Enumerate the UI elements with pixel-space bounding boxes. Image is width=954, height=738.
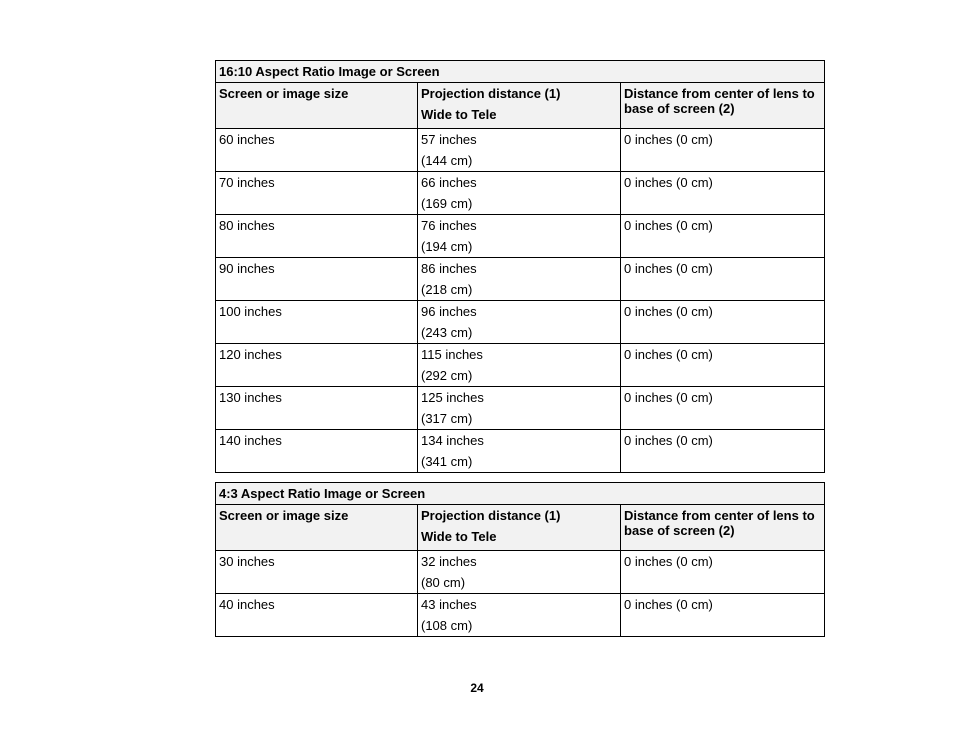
column-header-screen-size: Screen or image size xyxy=(216,505,418,551)
table-row xyxy=(216,215,825,258)
lens-offset-cell: 0 inches (0 cm) xyxy=(621,344,825,387)
projection-cm: (80 cm) xyxy=(421,575,466,590)
screen-size-cell: 40 inches xyxy=(216,594,418,637)
screen-size-cell: 120 inches xyxy=(216,344,418,387)
projection-cm: (194 cm) xyxy=(421,239,473,254)
table-row xyxy=(216,551,825,594)
projection-distance-cell xyxy=(418,430,621,473)
projection-inches: 32 inches xyxy=(421,554,477,569)
column-header-distance: Distance from center of lens to base of screen (2) xyxy=(621,505,825,551)
table-row xyxy=(216,594,825,637)
projection-inches: 57 inches xyxy=(421,132,477,147)
lens-offset-cell: 0 inches (0 cm) xyxy=(621,301,825,344)
table-header-row xyxy=(216,505,825,551)
projection-header-line1: Projection distance (1) xyxy=(421,86,561,101)
table-row xyxy=(216,172,825,215)
table-row xyxy=(216,344,825,387)
projection-cm: (292 cm) xyxy=(421,368,473,383)
lens-offset-cell: 0 inches (0 cm) xyxy=(621,430,825,473)
screen-size-cell: 60 inches xyxy=(216,129,418,172)
projection-distance-cell xyxy=(418,344,621,387)
table-caption: 16:10 Aspect Ratio Image or Screen xyxy=(216,61,825,83)
projection-header-line1: Projection distance (1) xyxy=(421,508,561,523)
screen-size-cell: 80 inches xyxy=(216,215,418,258)
projection-header-line2: Wide to Tele xyxy=(421,529,497,544)
projection-distance-cell xyxy=(418,551,621,594)
projection-distance-cell xyxy=(418,301,621,344)
lens-offset-cell: 0 inches (0 cm) xyxy=(621,172,825,215)
projection-inches: 125 inches xyxy=(421,390,484,405)
projection-inches: 96 inches xyxy=(421,304,477,319)
table-row xyxy=(216,129,825,172)
projection-cm: (144 cm) xyxy=(421,153,473,168)
lens-offset-cell: 0 inches (0 cm) xyxy=(621,387,825,430)
projection-distance-cell xyxy=(418,258,621,301)
projection-cm: (341 cm) xyxy=(421,454,473,469)
column-header-screen-size: Screen or image size xyxy=(216,83,418,129)
lens-offset-cell: 0 inches (0 cm) xyxy=(621,258,825,301)
projection-inches: 43 inches xyxy=(421,597,477,612)
table-caption-row xyxy=(216,483,825,505)
projection-cm: (108 cm) xyxy=(421,618,473,633)
table-header-row xyxy=(216,83,825,129)
projection-distance-cell xyxy=(418,387,621,430)
projection-cm: (243 cm) xyxy=(421,325,473,340)
projection-inches: 76 inches xyxy=(421,218,477,233)
lens-offset-cell: 0 inches (0 cm) xyxy=(621,129,825,172)
projection-inches: 115 inches xyxy=(421,347,483,362)
aspect-16-10-table xyxy=(215,60,825,473)
screen-size-cell: 130 inches xyxy=(216,387,418,430)
screen-size-cell: 70 inches xyxy=(216,172,418,215)
page-number: 24 xyxy=(470,681,484,695)
lens-offset-cell: 0 inches (0 cm) xyxy=(621,551,825,594)
column-header-projection xyxy=(418,505,621,551)
lens-offset-cell: 0 inches (0 cm) xyxy=(621,215,825,258)
table-row xyxy=(216,301,825,344)
projection-inches: 86 inches xyxy=(421,261,477,276)
projection-header-line2: Wide to Tele xyxy=(421,107,497,122)
table-caption: 4:3 Aspect Ratio Image or Screen xyxy=(216,483,825,505)
lens-offset-cell: 0 inches (0 cm) xyxy=(621,594,825,637)
table-row xyxy=(216,430,825,473)
projection-distance-cell xyxy=(418,594,621,637)
projection-distance-cell xyxy=(418,215,621,258)
screen-size-cell: 30 inches xyxy=(216,551,418,594)
projection-distance-cell xyxy=(418,172,621,215)
projection-distance-cell xyxy=(418,129,621,172)
projection-cm: (317 cm) xyxy=(421,411,473,426)
table-row xyxy=(216,258,825,301)
column-header-projection xyxy=(418,83,621,129)
projection-inches: 134 inches xyxy=(421,433,484,448)
screen-size-cell: 90 inches xyxy=(216,258,418,301)
projection-cm: (169 cm) xyxy=(421,196,473,211)
table-row xyxy=(216,387,825,430)
projection-inches: 66 inches xyxy=(421,175,477,190)
screen-size-cell: 140 inches xyxy=(216,430,418,473)
table-body xyxy=(216,129,825,473)
column-header-distance: Distance from center of lens to base of screen (2) xyxy=(621,83,825,129)
projection-cm: (218 cm) xyxy=(421,282,473,297)
table-caption-row xyxy=(216,61,825,83)
aspect-4-3-table xyxy=(215,482,825,637)
table-body xyxy=(216,551,825,637)
screen-size-cell: 100 inches xyxy=(216,301,418,344)
